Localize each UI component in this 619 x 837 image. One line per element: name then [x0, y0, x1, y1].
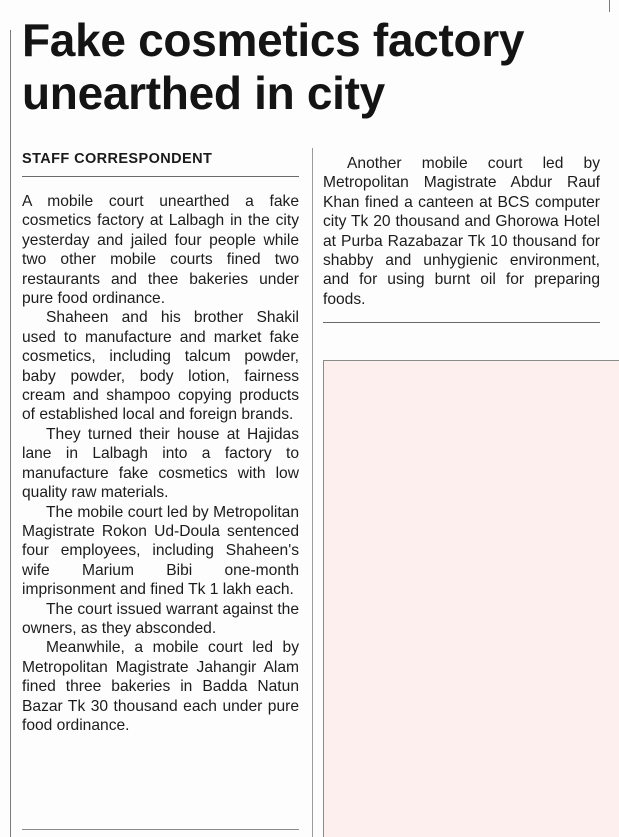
article-column-right	[323, 154, 600, 309]
byline: STAFF CORRESPONDENT	[22, 151, 213, 167]
paragraph: Shaheen and his brother Shakil used to manufacture and market fake cosmetics, including talcum powder, baby powder, body lotion, fairness cream and shampoo copying products of established local and foreign brands.	[22, 309, 299, 424]
advertisement-placeholder	[323, 360, 619, 837]
paragraph: The mobile court led by Metropolitan Magistrate Rokon Ud-Doula sentenced four employees, including Shaheen's wife Marium Bibi one-month imprisonment and fined Tk 1 lakh each.	[22, 503, 299, 599]
paragraph: The court issued warrant against the owners, as they absconded.	[22, 600, 299, 637]
paragraph: They turned their house at Hajidas lane in Lalbagh into a factory to manufacture fake cosmetics with low quality raw materials.	[22, 425, 299, 502]
bottom-rule	[22, 829, 299, 830]
headline-line-1: Fake cosmetics factory	[22, 14, 525, 66]
paragraph: Another mobile court led by Metropolitan Magistrate Abdur Rauf Khan fined a canteen at BCS computer city Tk 20 thousand and Ghorowa Hotel at Purba Razabazar Tk 10 thousand for shabby and unhygienic environment, and for using burnt oil for preparing foods.	[323, 155, 600, 308]
paragraph: A mobile court unearthed a fake cosmetics factory at Lalbagh in the city yesterday and jailed four people while two other mobile courts fined two restaurants and thee bakeries under pure food ordinance.	[22, 193, 299, 308]
headline-line-2: unearthed in city	[22, 67, 385, 119]
left-border-rule	[10, 30, 11, 837]
top-right-border-rule	[609, 0, 610, 12]
article-end-rule	[323, 322, 600, 323]
byline-divider	[22, 176, 299, 177]
article-column-left	[22, 192, 299, 735]
headline	[22, 14, 607, 120]
column-divider	[312, 148, 313, 837]
paragraph: Meanwhile, a mobile court led by Metropolitan Magistrate Jahangir Alam fined three bakeries in Badda Natun Bazar Tk 30 thousand each under pure food ordinance.	[22, 639, 299, 734]
